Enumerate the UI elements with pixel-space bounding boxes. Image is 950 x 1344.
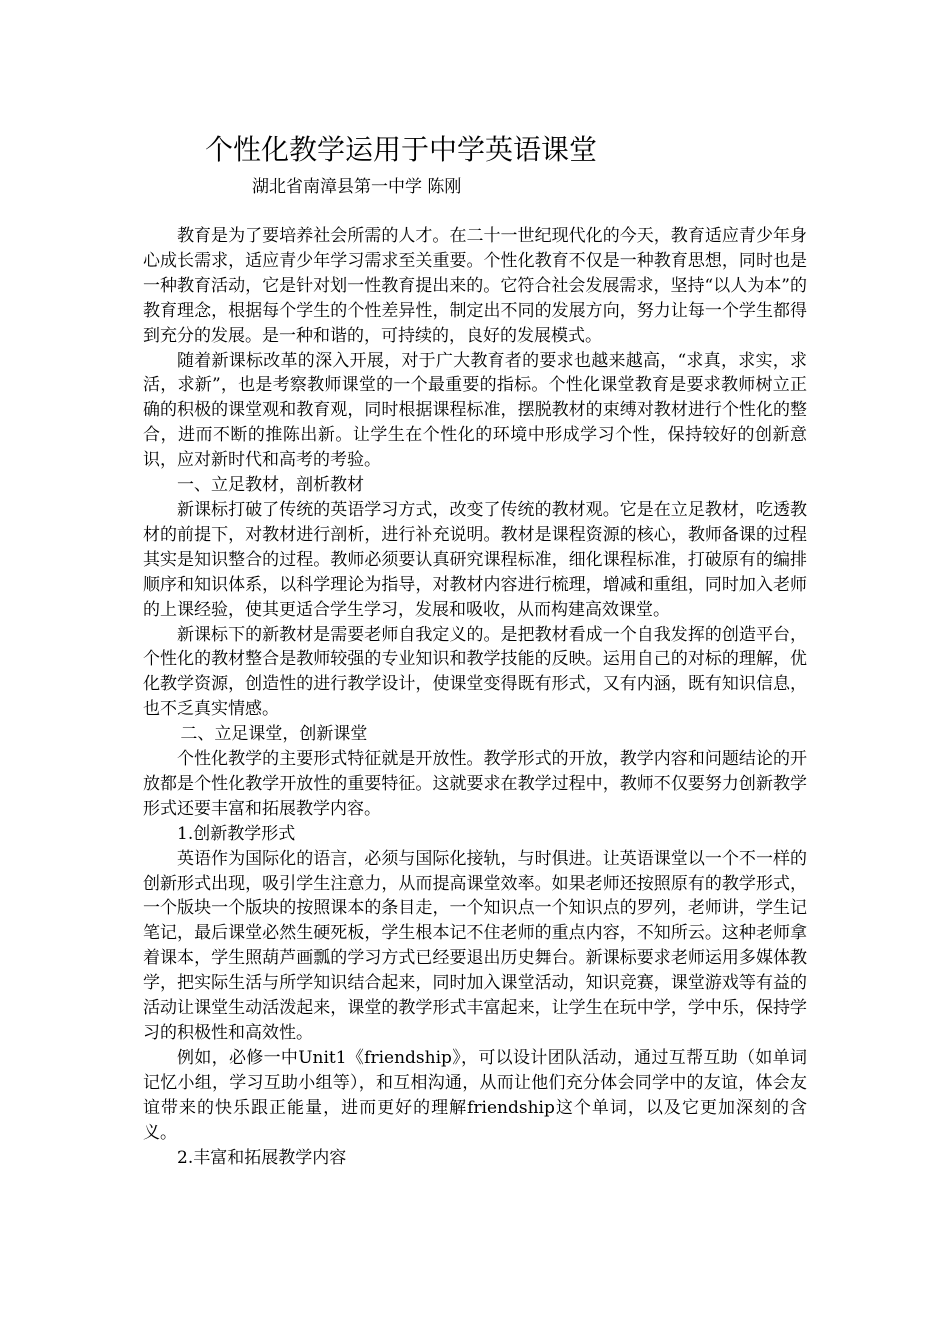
document-title: 个性化教学运用于中学英语课堂 [205, 133, 598, 166]
paragraph: 英语作为国际化的语言，必须与国际化接轨，与时俱进。让英语课堂以一个不一样的创新形式出现，吸引学生注意力，从而提高课堂效率。如果老师还按照原有的教学形式，一个版块一个版块的按照课本的条目走，一个知识点一个知识点的罗列，老师讲，学生记笔记，最后课堂必然生硬死板，学生根本记不住老师的重点内容，不知所云。这种老师拿着课本，学生照葫芦画瓢的学习方式已经要退出历史舞台。新课标要求老师运用多媒体教学，把实际生活与所学知识结合起来，同时加入课堂活动，知识竞赛，课堂游戏等有益的活动让课堂生动活泼起来，课堂的教学形式丰富起来，让学生在玩中学，学中乐，保持学习的积极性和高效性。 [143, 848, 807, 1043]
paragraph: 教育是为了要培养社会所需的人才。在二十一世纪现代化的今天，教育适应青少年身心成长需求，适应青少年学习需求至关重要。个性化教育不仅是一种教育思想，同时也是一种教育活动，它是针对划一性教育提出来的。它符合社会发展需求，坚持“以人为本”的教育理念，根据每个学生的个性差异性，制定出不同的发展方向，努力让每一个学生都得到充分的发展。是一种和谐的，可持续的，良好的发展模式。 [143, 226, 807, 346]
subsection-heading: 1.创新教学形式 [177, 823, 296, 844]
paragraph: 个性化教学的主要形式特征就是开放性。教学形式的开放，教学内容和问题结论的开放都是个性化教学开放性的重要特征。这就要求在教学过程中，教师不仅要努力创新教学形式还要丰富和拓展教学内容。 [143, 749, 807, 819]
document-body [143, 224, 807, 1170]
subsection-heading: 2.丰富和拓展教学内容 [177, 1147, 347, 1168]
section-heading: 一、立足教材，剖析教材 [177, 475, 364, 496]
paragraph: 随着新课标改革的深入开展，对于广大教育者的要求也越来越高，“求真，求实，求活，求新”，也是考察教师课堂的一个最重要的指标。个性化课堂教育是要求教师树立正确的积极的课堂观和教育观，同时根据课程标准，摆脱教材的束缚对教材进行个性化的整合，进而不断的推陈出新。让学生在个性化的环境中形成学习个性，保持较好的创新意识，应对新时代和高考的考验。 [143, 350, 807, 471]
paragraph: 新课标下的新教材是需要老师自我定义的。是把教材看成一个自我发挥的创造平台，个性化的教材整合是教师较强的专业知识和教学技能的反映。运用自己的对标的理解，优化教学资源，创造性的进行教学设计，使课堂变得既有形式，又有内涵，既有知识信息，也不乏真实情感。 [143, 624, 807, 720]
paragraph: 例如，必修一中Unit1《friendship》，可以设计团队活动，通过互帮互助（如单词记忆小组，学习互助小组等），和互相沟通，从而让他们充分体会同学中的友谊，体会友谊带来的快乐跟正能量，进而更好的理解friendship这个单词，以及它更加深刻的含义。 [143, 1047, 807, 1143]
paragraph: 新课标打破了传统的英语学习方式，改变了传统的教材观。它是在立足教材，吃透教材的前提下，对教材进行剖析，进行补充说明。教材是课程资源的核心，教师备课的过程其实是知识整合的过程。教师必须要认真研究课程标准，细化课程标准，打破原有的编排顺序和知识体系，以科学理论为指导，对教材内容进行梳理，增减和重组，同时加入老师的上课经验，使其更适合学生学习，发展和吸收，从而构建高效课堂。 [143, 499, 807, 620]
author-line: 湖北省南漳县第一中学 陈刚 [252, 177, 462, 197]
section-heading: 二、立足课堂，创新课堂 [180, 724, 368, 745]
